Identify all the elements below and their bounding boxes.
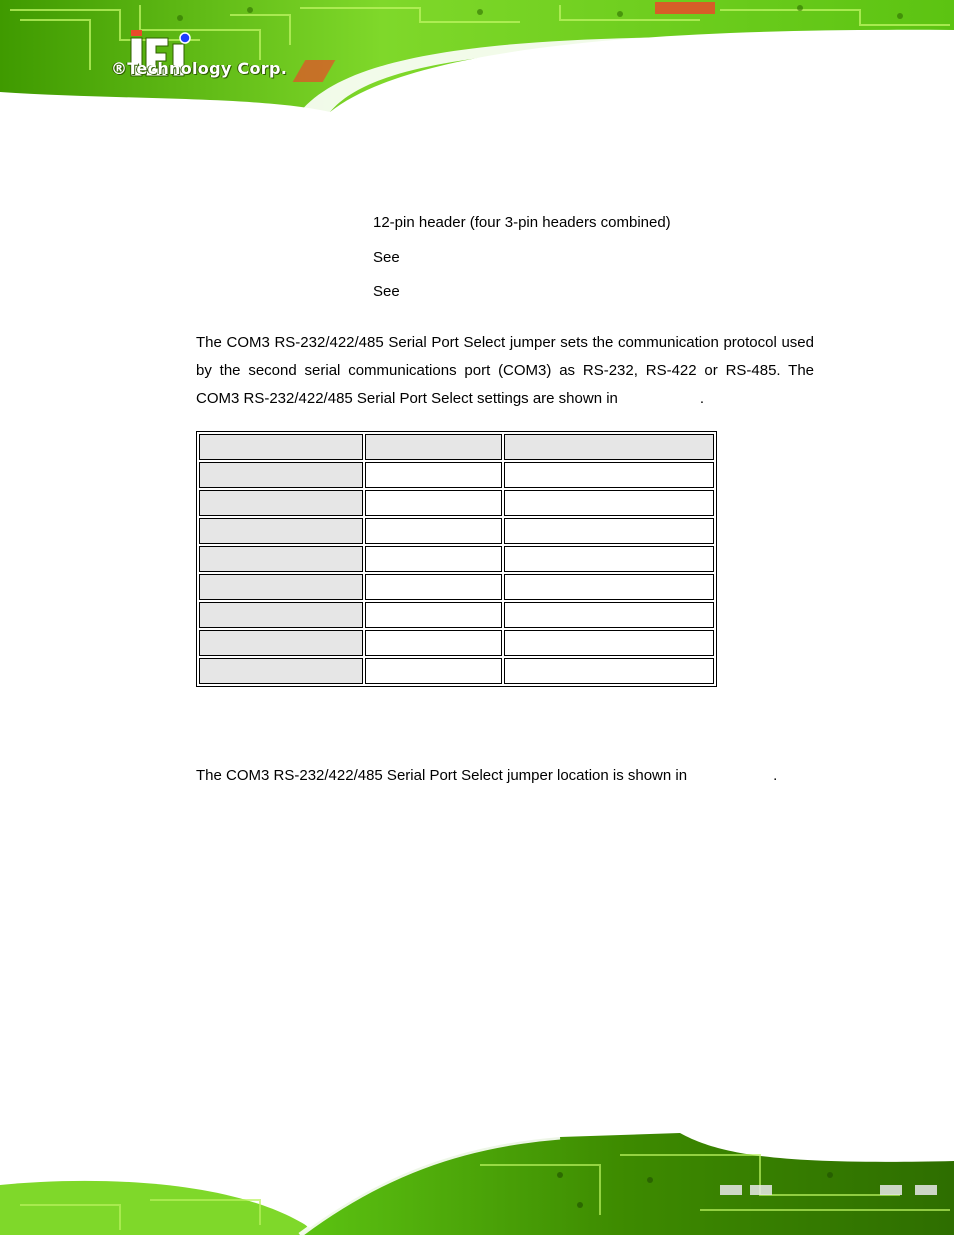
pcb-footer-graphic	[0, 1125, 954, 1235]
table-cell	[199, 658, 363, 684]
table-header-row	[199, 434, 714, 460]
jumper-settings-table	[196, 431, 717, 687]
table-header-cell	[365, 434, 502, 460]
table-cell	[504, 546, 714, 572]
table-cell	[365, 490, 502, 516]
description-end: .	[699, 390, 705, 407]
table-row	[199, 574, 714, 600]
jumper-type-value: 12-pin header (four 3-pin headers combined)	[373, 214, 671, 231]
table-row	[199, 518, 714, 544]
table-cell	[365, 574, 502, 600]
table-row	[199, 490, 714, 516]
location-end: .	[773, 767, 778, 784]
table-cell	[365, 602, 502, 628]
table-row	[199, 630, 714, 656]
description-paragraph	[196, 329, 814, 413]
jumper-location-ref: See	[373, 283, 400, 300]
table-cell	[504, 658, 714, 684]
table-cell	[504, 630, 714, 656]
table-cell	[199, 602, 363, 628]
table-row	[199, 602, 714, 628]
jumper-settings-ref: See	[373, 249, 400, 266]
table-header-cell	[199, 434, 363, 460]
table-cell	[504, 602, 714, 628]
table-cell	[199, 518, 363, 544]
location-paragraph	[196, 767, 777, 784]
table-cell	[504, 462, 714, 488]
table-cell	[365, 630, 502, 656]
table-cell	[365, 518, 502, 544]
table-cell	[504, 490, 714, 516]
table-row	[199, 546, 714, 572]
footer-banner	[0, 1125, 954, 1235]
brand-name: ®Technology Corp.	[111, 59, 288, 78]
description-text: The COM3 RS-232/422/485 Serial Port Select jumper sets the communication protocol used by the second serial communications port (COM3) as RS-232, RS-422 or RS-485. The COM3 RS-232/422/485 Serial Port Select settings are shown in	[196, 334, 814, 407]
table-cell	[199, 630, 363, 656]
table-cell	[365, 462, 502, 488]
table-cell	[199, 574, 363, 600]
table-cell	[365, 546, 502, 572]
table-cell	[504, 574, 714, 600]
header-banner	[0, 0, 954, 112]
table-cell	[365, 658, 502, 684]
table-row	[199, 462, 714, 488]
table-cell	[504, 518, 714, 544]
table-cell	[199, 490, 363, 516]
table-cell	[199, 462, 363, 488]
table-row	[199, 658, 714, 684]
table-cell	[199, 546, 363, 572]
location-text: The COM3 RS-232/422/485 Serial Port Select jumper location is shown in	[196, 767, 688, 784]
table-header-cell	[504, 434, 714, 460]
